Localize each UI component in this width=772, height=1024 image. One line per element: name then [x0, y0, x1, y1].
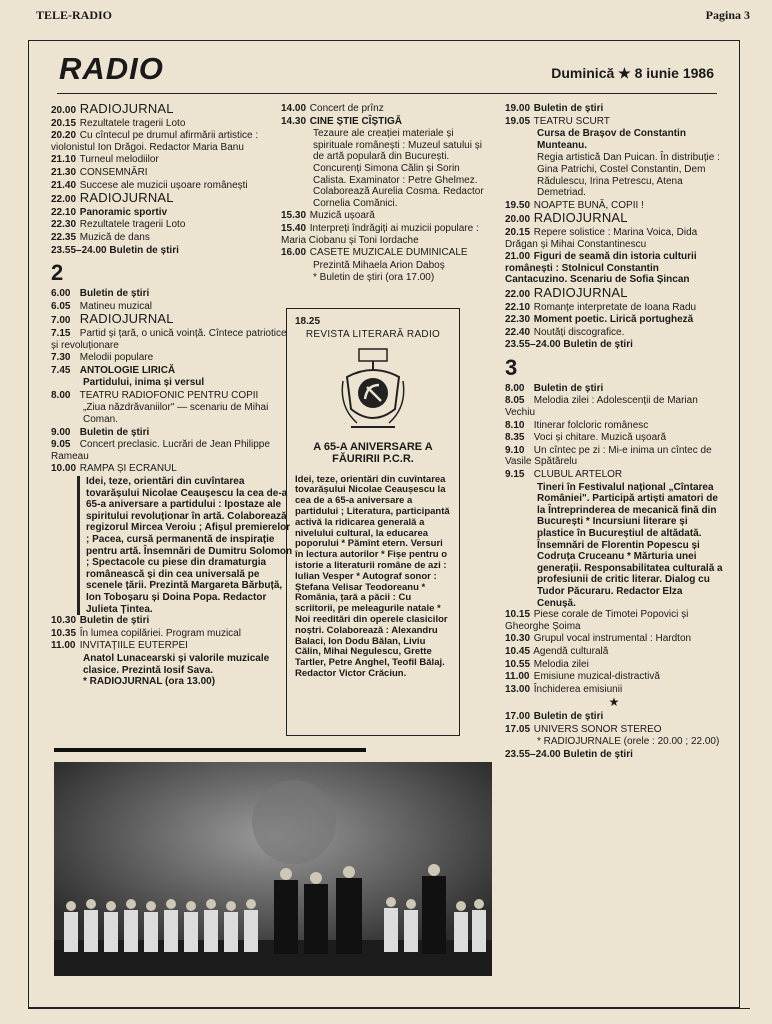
program-entry — [281, 247, 491, 259]
program-title: Buletin de știri — [79, 426, 150, 438]
schedule-day2-morning — [51, 288, 293, 475]
program-entry — [505, 684, 723, 696]
program-title: Regia artistică Dan Puican. În distribuție : Gina Patrichi, Costel Constantin, Dem Rădulescu, Irina Petrescu, Atena Demetriad. — [537, 152, 720, 199]
program-entry — [505, 633, 723, 645]
program-time: 22.30 — [51, 219, 77, 231]
program-title: Rezultatele tragerii Loto — [79, 219, 186, 231]
program-title: Noutăți discografice. — [533, 326, 625, 338]
program-time: 20.15 — [51, 117, 77, 129]
program-entry — [505, 152, 723, 198]
program-time: 8.00 — [505, 382, 525, 394]
program-entry — [505, 302, 723, 314]
box-headline: A 65-A ANIVERSARE A FĂURIRII P.C.R. — [313, 440, 433, 465]
program-title: Romanțe interpretate de Ioana Radu — [533, 301, 697, 313]
program-entry — [505, 420, 723, 432]
program-title: Muzică de dans — [79, 231, 150, 243]
publication-name: TELE-RADIO — [36, 8, 113, 22]
program-title: „Ziua năzdrăvaniilor" — scenariu de Mihai Coman. — [83, 402, 269, 426]
program-time: 21.40 — [51, 179, 77, 191]
program-entry — [281, 272, 491, 284]
program-entry — [51, 207, 293, 219]
program-entry — [51, 154, 293, 166]
program-title: Concert de prînz — [309, 103, 384, 114]
program-title: RAMPA ȘI ECRANUL — [79, 463, 177, 475]
program-entry — [281, 210, 491, 222]
box-body: Idei, teze, orientări din cuvîntarea tovarășului Nicolae Ceaușescu la cea de a 65-a aniversare a partidului ; Literatura, participantă activă la ridicarea generală a nivelului cultural, la educarea poporului * Pămînt etern. Versuri în lectura autorilor * Fișe pentru o istorie a literaturii române de azi : Iulian Vesper * Autograf sonor : Ștefana Velisar Teodoreanu * România, țară a păcii : Cu scriitorii, pe meleagurile natale * Noi reeditări din operele clasicilor noștri. Colaborează : Alexandru Balaci, Ion Dodu Bălan, Liviu Călin, Mihai Negulescu, Grette Tartler, Petre Anghel, Teofil Bălaj. Redactor Victor Crăciun. — [295, 473, 450, 679]
program-title: NOAPTE BUNĂ, COPII ! — [533, 199, 644, 211]
program-entry — [51, 219, 293, 231]
program-time: 21.00 — [505, 251, 531, 263]
program-entry — [505, 128, 723, 151]
program-title: Concert preclasic. Lucrări de Jean Philippe Rameau — [51, 439, 270, 462]
program-entry — [51, 439, 293, 462]
program-entry — [281, 103, 491, 115]
schedule-day2-evening — [505, 103, 723, 351]
program-time: 10.30 — [505, 633, 531, 645]
star-icon: ★ — [618, 65, 631, 81]
program-time: 8.10 — [505, 419, 525, 431]
program-time: 11.00 — [51, 640, 76, 652]
program-entry — [505, 749, 723, 761]
day-number-2: 2 — [51, 260, 64, 286]
program-time: 11.00 — [505, 671, 530, 683]
program-title: Itinerar folcloric românesc — [533, 419, 649, 431]
program-title: CINE ȘTIE CÎȘTIGĂ — [309, 115, 403, 127]
program-time: 19.00 — [505, 103, 531, 114]
schedule-day3-morning — [505, 383, 723, 481]
program-title: RADIOJURNAL — [79, 311, 174, 327]
program-entry — [505, 469, 723, 481]
program-time: 20.15 — [505, 226, 531, 238]
program-title: TEATRU RADIOFONIC PENTRU COPII — [79, 389, 259, 401]
program-entry — [51, 130, 293, 153]
program-title: Piese corale de Timotei Popovici și Gheorghe Șoima — [505, 609, 689, 632]
program-entry — [51, 103, 293, 117]
program-entry — [505, 671, 723, 683]
program-entry — [281, 116, 491, 128]
program-title: Buletin de știri — [533, 710, 604, 722]
program-time: 23.55–24.00 — [51, 244, 107, 256]
column-3 — [505, 103, 723, 761]
program-time: 15.40 — [281, 222, 307, 234]
program-title: Rezultatele tragerii Loto — [79, 117, 186, 129]
program-time: 23.55–24.00 — [505, 339, 561, 351]
program-entry — [505, 395, 723, 418]
program-title: Moment poetic. Lirică portugheză — [533, 314, 694, 326]
program-entry — [51, 615, 293, 627]
program-time: 20.00 — [51, 105, 77, 116]
program-time: 10.00 — [51, 463, 77, 475]
schedule-day3-midday — [505, 609, 723, 695]
program-time: 23.55–24.00 — [505, 748, 561, 760]
rampa-description: Idei, teze, orientări din cuvîntarea tovarășului Nicolae Ceaușescu la cea de-a 65-a aniversare a partidului : Ipostaze ale spiritului revoluționar în artă. Colaborează regizorul Mircea Veroiu ; Afișul premierelor ; Pacea, cursă permanentă de inspirație pentru artă. Însemnări de Dumitru Solomon ; Spectacole cu piese din dramaturgia românească și din cea universală pe scenele țării. Prezintă Margareta Bărbuță, Ion Toboșaru și Doina Popa. Redactor Julieta Țintea. — [77, 476, 293, 615]
program-title: Buletin de știri — [563, 339, 633, 351]
program-time: 17.00 — [505, 710, 531, 722]
program-title: Cursa de Brașov de Constantin Munteanu. — [537, 128, 686, 151]
program-entry — [51, 192, 293, 206]
program-entry — [505, 314, 723, 326]
schedule-day3-afternoon — [505, 711, 723, 760]
program-title: Voci și chitare. Muzică ușoară — [533, 432, 667, 444]
program-title: Partid și țară, o unică voință. Cîntece patriotice și revoluționare — [51, 327, 287, 351]
program-entry — [505, 659, 723, 671]
program-title: Succese ale muzicii ușoare românești — [79, 179, 248, 191]
program-title: ANTOLOGIE LIRICĂ — [79, 364, 176, 376]
program-entry — [51, 313, 293, 327]
program-title: În lumea copilăriei. Program muzical — [79, 627, 241, 639]
program-entry — [505, 339, 723, 351]
schedule-day1-evening — [51, 103, 293, 256]
top-rule — [57, 93, 717, 94]
program-time: 6.00 — [51, 288, 71, 300]
program-time: 20.20 — [51, 130, 77, 142]
euterpe-end: * RADIOJURNAL (ora 13.00) — [83, 676, 216, 688]
program-title: TEATRU SCURT — [533, 115, 610, 127]
program-title: Buletin de știri — [109, 244, 179, 256]
program-time: 10.55 — [505, 658, 531, 670]
program-time: 14.00 — [281, 103, 307, 114]
bottom-rule — [28, 1008, 750, 1009]
program-time: 16.00 — [281, 247, 307, 259]
program-time: 22.00 — [505, 288, 531, 300]
program-entry — [505, 445, 723, 468]
program-entry — [281, 260, 491, 272]
program-title: Melodia zilei : Adolescenții de Marian Vechiu — [505, 395, 698, 419]
program-time: 7.45 — [51, 364, 71, 376]
program-time: 6.05 — [51, 300, 71, 312]
program-entry — [51, 427, 293, 439]
program-time: 19.50 — [505, 199, 531, 211]
program-title: CONSEMNĂRI — [79, 166, 148, 178]
program-title: Buletin de știri — [79, 615, 150, 627]
program-title: UNIVERS SONOR STEREO — [533, 723, 662, 735]
program-entry — [505, 724, 723, 736]
program-time: 22.40 — [505, 326, 531, 338]
program-time: 9.00 — [51, 426, 71, 438]
program-entry — [51, 232, 293, 244]
program-time: 9.15 — [505, 469, 525, 481]
choir-photo — [54, 762, 492, 976]
program-entry — [281, 223, 491, 246]
page-number: Pagina 3 — [705, 8, 750, 22]
program-title: Figuri de seamă din istoria culturii românești : Stolnicul Constantin Cantacuzino. Scenariu de Sofia Șincan — [505, 251, 697, 286]
program-title: INVITAȚIILE EUTERPEI — [79, 640, 188, 652]
program-time: 21.30 — [51, 166, 77, 178]
program-entry — [281, 128, 491, 209]
program-entry — [51, 288, 293, 300]
column-1 — [51, 103, 293, 688]
program-title: * Buletin de știri (ora 17.00) — [313, 272, 435, 284]
program-title: Melodia zilei — [533, 658, 589, 670]
program-entry — [505, 327, 723, 339]
choir-photo-image — [54, 762, 492, 976]
program-title: Panoramic sportiv — [79, 206, 168, 218]
program-time: 22.10 — [51, 206, 77, 218]
date-rest: 8 iunie 1986 — [634, 65, 714, 81]
program-entry — [505, 646, 723, 658]
program-entry — [51, 390, 293, 402]
program-title: Grupul vocal instrumental : Hardton — [533, 633, 692, 645]
program-entry — [51, 628, 293, 640]
program-entry — [51, 377, 293, 389]
program-title: Buletin de știri — [563, 748, 633, 760]
program-title: RADIOJURNAL — [533, 284, 628, 300]
box-time: 18.25 — [295, 316, 321, 327]
program-entry — [505, 284, 723, 301]
program-time: 22.10 — [505, 301, 531, 313]
program-entry — [505, 227, 723, 250]
literary-review-box — [286, 308, 460, 736]
running-head — [36, 8, 750, 26]
euterpe-description: Anatol Lunacearski și valorile muzicale clasice. Prezintă Iosif Sava. — [83, 652, 270, 676]
program-time: 9.10 — [505, 444, 525, 456]
program-title: Interpreți îndrăgiți ai muzicii populare : Maria Ciobanu și Toni Iordache — [281, 222, 479, 246]
program-entry — [505, 609, 723, 632]
program-entry — [51, 365, 293, 377]
program-title: Tezaure ale creației materiale și spirituale românești : Muzeul satului și de artă populară din București. Concurenți Simona Călin și Sorin Calista. Examinator : Petre Ghelmez. Colaborează Aurelia Cosma. Redactor Cornelia Comănici. — [313, 128, 484, 209]
program-title: Agendă culturală — [533, 645, 609, 657]
program-title: Emisiune muzical-distractivă — [533, 671, 660, 683]
program-time: 8.00 — [51, 389, 71, 401]
program-title: * RADIOJURNALE (orele : 20.00 ; 22.00) — [537, 736, 720, 748]
program-time: 13.00 — [505, 683, 531, 695]
program-time: 9.05 — [51, 439, 71, 451]
program-title: RADIOJURNAL — [79, 101, 174, 116]
program-time: 10.15 — [505, 609, 531, 621]
day-number-3: 3 — [505, 354, 518, 380]
program-time: 7.30 — [51, 352, 71, 364]
program-time: 10.35 — [51, 627, 77, 639]
dateline — [551, 65, 714, 82]
program-entry — [505, 103, 723, 115]
program-time: 21.10 — [51, 154, 77, 166]
program-title: RADIOJURNAL — [79, 190, 174, 206]
date-day: Duminică — [551, 65, 615, 81]
program-title: Cu cîntecul pe drumul afirmării artistice : violonistul Ion Drăgoi. Redactor Maria Banu — [51, 130, 259, 153]
program-title: Prezintă Mihaela Arion Daboș — [313, 259, 445, 271]
program-time: 17.05 — [505, 723, 531, 735]
program-title: Buletin de știri — [533, 103, 604, 114]
box-title: REVISTA LITERARĂ RADIO — [305, 328, 441, 340]
party-emblem-icon — [337, 347, 409, 437]
program-title: Închiderea emisiunii — [533, 683, 623, 695]
program-entry — [51, 118, 293, 130]
program-time: 7.15 — [51, 327, 71, 339]
program-entry — [51, 167, 293, 179]
program-time: 10.30 — [51, 615, 77, 627]
program-title: Un cîntec pe zi : Mi-e inima un cîntec de Vasile Spătărelu — [505, 444, 712, 468]
star-separator-icon: ★ — [608, 695, 620, 710]
program-title: CLUBUL ARTELOR — [533, 469, 623, 481]
column-2 — [281, 103, 491, 285]
program-title: Melodii populare — [79, 352, 154, 364]
program-entry — [51, 245, 293, 257]
program-entry — [505, 736, 723, 748]
program-time: 22.00 — [51, 194, 77, 206]
program-time: 22.35 — [51, 231, 77, 243]
schedule-day2-afternoon — [281, 103, 491, 284]
program-entry — [51, 463, 293, 475]
program-title: Partidului, inima și versul — [83, 377, 205, 389]
program-entry — [505, 383, 723, 395]
program-title: Buletin de știri — [533, 382, 604, 394]
program-entry — [505, 251, 723, 286]
program-entry — [505, 711, 723, 723]
program-title: RADIOJURNAL — [533, 210, 628, 226]
program-title: Turneul melodiilor — [79, 154, 159, 166]
schedule-day2-late-morning — [51, 615, 293, 652]
program-title: Buletin de știri — [79, 288, 150, 300]
program-time: 19.05 — [505, 115, 531, 127]
clubul-description: Tineri în Festivalul național „Cîntarea României". Participă artiști amatori de la Întreprinderea de mecanică fină din București * Incursiuni literare și plastice în Bucureștiul de altădată. Însemnări de Florentin Popescu și Codruța Cruceanu * Mărturia unei generații. Responsabilitatea culturală a profesiunii de critic literar. Dialog cu Tudor Păcuraru. Redactor Elza Cenușă. — [537, 481, 723, 609]
program-entry — [51, 352, 293, 364]
program-entry — [505, 212, 723, 226]
program-time: 8.35 — [505, 432, 525, 444]
program-time: 7.00 — [51, 315, 71, 327]
section-title: RADIO — [59, 51, 164, 86]
program-title: CASETE MUZICALE DUMINICALE — [309, 247, 468, 259]
program-entry — [505, 432, 723, 444]
program-entry — [51, 402, 293, 425]
program-title: Muzică ușoară — [309, 210, 375, 222]
program-entry — [505, 116, 723, 128]
program-title: Repere solistice : Marina Voica, Dida Drăgan și Mihai Constantinescu — [505, 226, 698, 250]
photo-divider — [54, 748, 366, 752]
program-time: 14.30 — [281, 115, 307, 127]
program-time: 10.45 — [505, 645, 531, 657]
program-time: 15.30 — [281, 210, 307, 222]
program-title: Matineu muzical — [79, 300, 153, 312]
program-time: 20.00 — [505, 214, 531, 226]
program-time: 22.30 — [505, 314, 531, 326]
program-entry — [51, 328, 293, 351]
program-entry — [51, 640, 293, 652]
program-time: 8.05 — [505, 395, 525, 407]
